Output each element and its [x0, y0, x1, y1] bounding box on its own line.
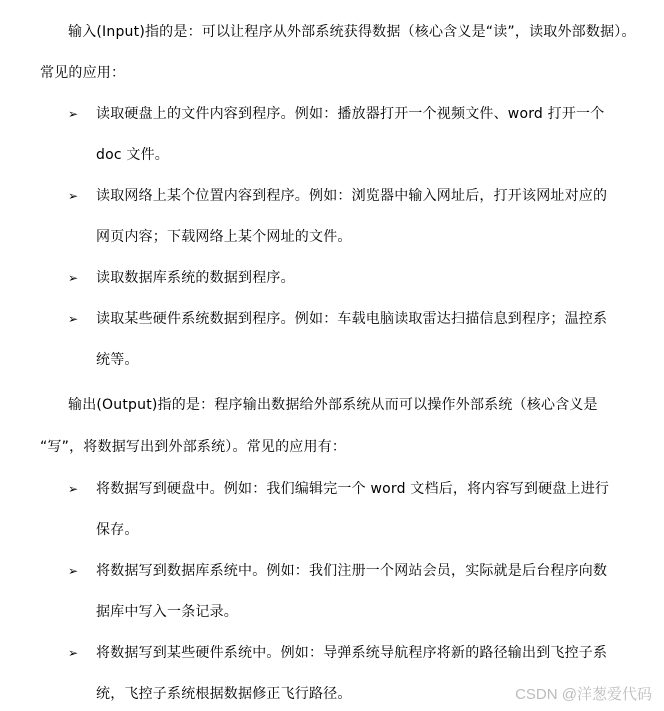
list-item-continuation: 保存。 [96, 522, 139, 538]
list-item: 将数据写到硬盘中。例如：我们编辑完一个 word 文档后，将内容写到硬盘上进行 [96, 481, 610, 497]
list-item-continuation: 统，飞控子系统根据数据修正飞行路径。 [96, 686, 352, 702]
bullet-arrow-icon: ➢ [68, 482, 79, 496]
list-item-continuation: 网页内容；下载网络上某个网址的文件。 [96, 229, 352, 245]
paragraph-output-intro: 输出(Output)指的是：程序输出数据给外部系统从而可以操作外部系统（核心含义是 [68, 397, 598, 413]
bullet-arrow-icon: ➢ [68, 564, 79, 578]
list-item-continuation: doc 文件。 [96, 147, 169, 163]
list-item: 读取数据库系统的数据到程序。 [96, 270, 295, 286]
list-item: 读取网络上某个位置内容到程序。例如：浏览器中输入网址后，打开该网址对应的 [96, 188, 608, 204]
paragraph-input-intro: 输入(Input)指的是：可以让程序从外部系统获得数据（核心含义是“读”，读取外部数据）。 [68, 24, 636, 40]
list-item: 读取某些硬件系统数据到程序。例如：车载电脑读取雷达扫描信息到程序；温控系 [96, 311, 608, 327]
bullet-arrow-icon: ➢ [68, 189, 79, 203]
watermark: CSDN @洋葱爱代码 [515, 686, 652, 703]
bullet-arrow-icon: ➢ [68, 271, 79, 285]
list-item: 将数据写到某些硬件系统中。例如：导弹系统导航程序将新的路径输出到飞控子系 [96, 645, 608, 661]
list-item-continuation: 据库中写入一条记录。 [96, 604, 238, 620]
bullet-arrow-icon: ➢ [68, 646, 79, 660]
list-item-continuation: 统等。 [96, 352, 139, 368]
list-item: 将数据写到数据库系统中。例如：我们注册一个网站会员，实际就是后台程序向数 [96, 563, 608, 579]
bullet-arrow-icon: ➢ [68, 312, 79, 326]
bullet-arrow-icon: ➢ [68, 107, 79, 121]
paragraph-output-intro-cont: “写”，将数据写出到外部系统）。常见的应用有： [40, 439, 347, 455]
list-item: 读取硬盘上的文件内容到程序。例如：播放器打开一个视频文件、word 打开一个 [96, 106, 605, 122]
paragraph-common-uses: 常见的应用： [40, 65, 126, 81]
